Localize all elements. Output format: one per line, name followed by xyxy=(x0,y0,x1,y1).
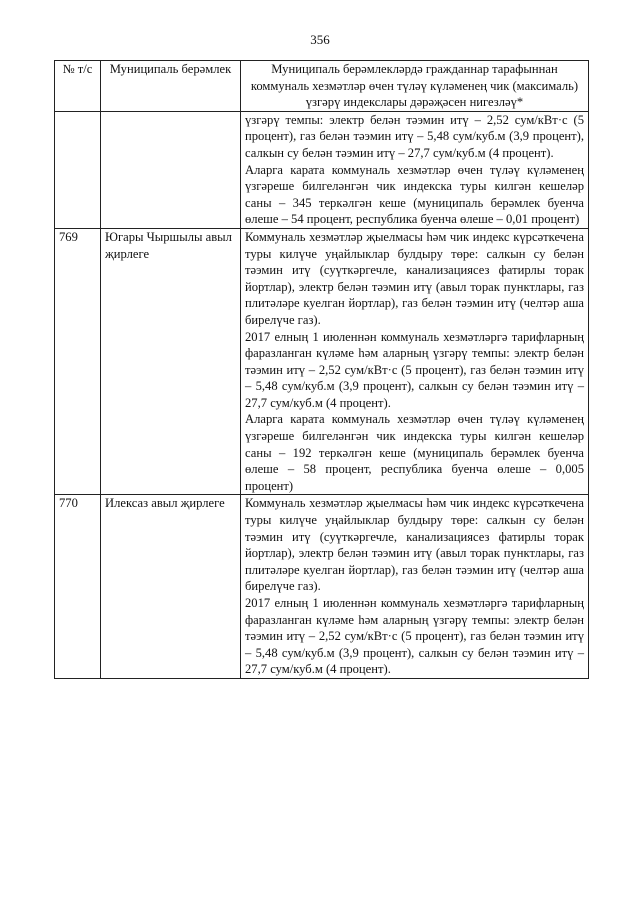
header-num: № т/с xyxy=(55,61,101,112)
table-header-row xyxy=(55,61,589,112)
row-num xyxy=(55,111,101,228)
description-paragraph: Аларга карата коммуналь хезмәтләр өчен түләү күләменең үзгәреше билгеләнгән чик индекска туры килгән кешеләр саны – 345 теркәлгән кеше (муниципаль берәмлек буенча өлеше – 54 процент, республика буенча өлеше – 0,01 процент) xyxy=(245,162,584,227)
description-paragraph: 2017 елның 1 июленнән коммуналь хезмәтләргә тарифларның фаразланган күләме һәм аларның үзгәрү темпы: электр белән тәэмин итү – 2,52 сум/кВт·с (5 процент), газ белән тәэмин итү – 5,48 сум/куб.м (3,9 процент), салкын су белән тәэмин итү – 27,7 сум/куб.м (4 процент). xyxy=(245,329,584,410)
table-row xyxy=(55,228,589,495)
table-row xyxy=(55,495,589,679)
row-num: 769 xyxy=(55,228,101,495)
description-paragraph: 2017 елның 1 июленнән коммуналь хезмәтләргә тарифларның фаразланган күләме һәм аларның үзгәрү темпы: электр белән тәэмин итү – 2,52 сум/кВт·с (5 процент), газ белән тәэмин итү – 5,48 сум/куб.м (3,9 процент), салкын су белән тәэмин итү – 27,7 сум/куб.м (4 процент). xyxy=(245,596,584,677)
row-description xyxy=(241,111,589,228)
header-description: Муниципаль берәмлекләрдә гражданнар тарафыннан коммуналь хезмәтләр өчен түләү күләменең чик (максималь) үзгәрү индекслары дәрәҗәсен нигезләү* xyxy=(241,61,589,112)
header-municipality: Муниципаль берәмлек xyxy=(101,61,241,112)
row-municipality xyxy=(101,111,241,228)
description-paragraph: үзгәрү темпы: электр белән тәэмин итү – 2,52 сум/кВт·с (5 процент), газ белән тәэмин итү – 5,48 сум/куб.м (3,9 процент), салкын су белән тәэмин итү – 27,7 сум/куб.м (4 процент). xyxy=(245,112,584,160)
row-num: 770 xyxy=(55,495,101,679)
row-municipality: Югары Чыршылы авыл җирлеге xyxy=(101,228,241,495)
description-paragraph: Коммуналь хезмәтләр җыелмасы һәм чик индекс күрсәткечена туры килүче уңайлыклар булдыру төре: салкын су белән тәэмин итү (суүткәргечле, канализациясез фатирлы торак йортлар), электр белән тәэмин итү (авыл торак пунктлары, газ плитәләре куелган йортлар), газ белән тәэмин итү (челтәр аша бирелүче газ). xyxy=(245,229,584,327)
description-paragraph: Коммуналь хезмәтләр җыелмасы һәм чик индекс күрсәткечена туры килүче уңайлыклар булдыру төре: салкын су белән тәэмин итү (суүткәргечле, канализациясез фатирлы торак йортлар), электр белән тәэмин итү (авыл торак пунктлары, газ плитәләре куелган йортлар), газ белән тәэмин итү (челтәр аша бирелүче газ). xyxy=(245,496,584,594)
table-row xyxy=(55,111,589,228)
description-paragraph: Аларга карата коммуналь хезмәтләр өчен түләү күләменең үзгәреше билгеләнгән чик индекска туры килгән кешеләр саны – 192 теркәлгән кеше (муниципаль берәмлек буенча өлеше – 58 процент, республика буенча өлеше – 0,005 процент) xyxy=(245,412,584,493)
row-description xyxy=(241,495,589,679)
municipal-index-table xyxy=(54,60,589,679)
row-description xyxy=(241,228,589,495)
page-number: 356 xyxy=(310,32,330,47)
row-municipality: Илексаз авыл җирлеге xyxy=(101,495,241,679)
